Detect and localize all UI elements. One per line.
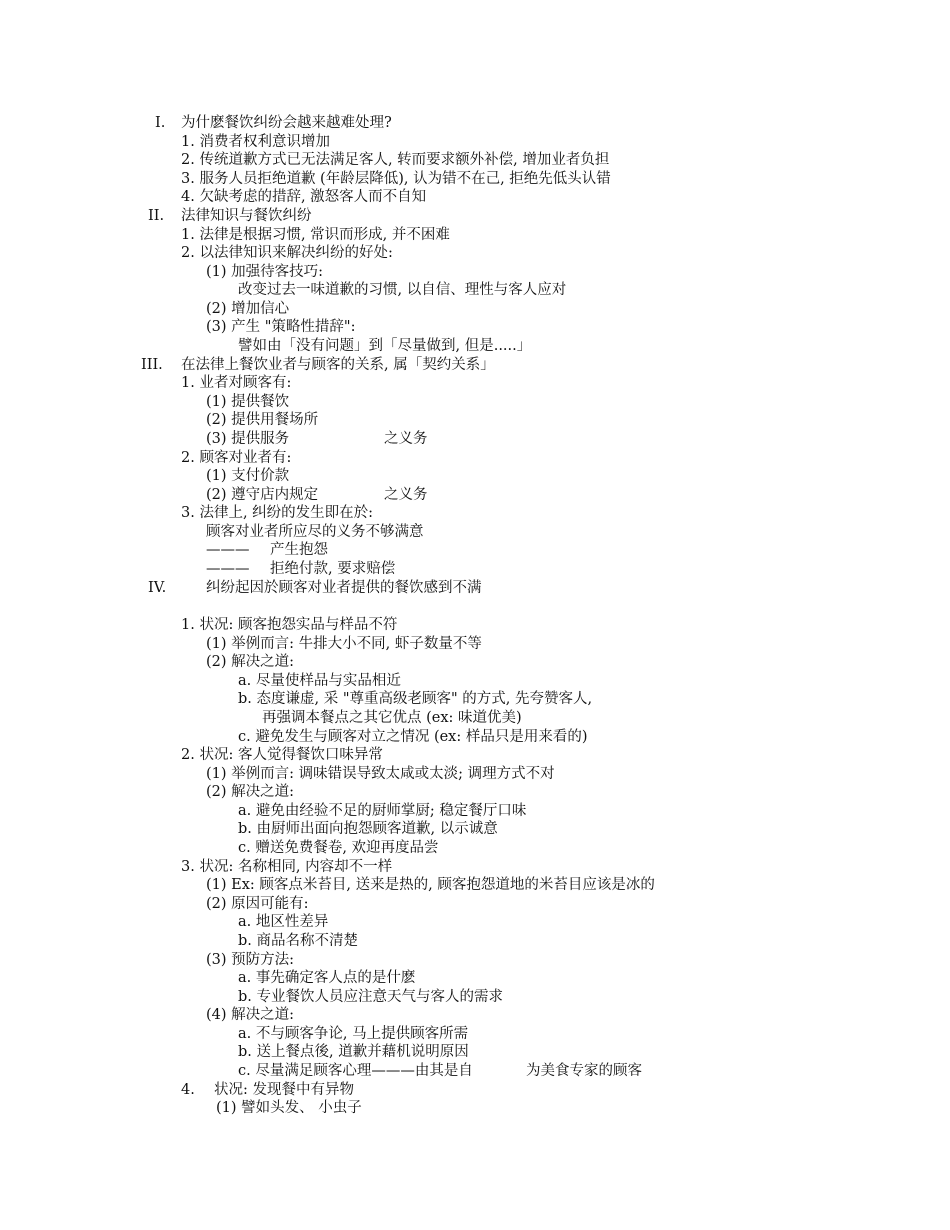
text-line: 2. 以法律知识来解决纠纷的好处: (181, 245, 393, 261)
text-line: 2. 传统道歉方式已无法满足客人, 转而要求额外补偿, 增加业者负担 (181, 152, 610, 168)
text-line: (2) 提供用餐场所 (206, 412, 319, 428)
text-line: c. 尽量满足顾客心理———由其是自 (238, 1063, 473, 1079)
text-line: (1) 举例而言: 调味错误导致太咸或太淡; 调理方式不对 (206, 766, 555, 782)
text-line: (2) 增加信心 (206, 301, 290, 317)
text-line: (4) 解决之道: (206, 1007, 295, 1023)
text-line: 1. 消费者权利意识增加 (181, 134, 330, 150)
text-line: 状况: 发现餐中有异物 (214, 1082, 354, 1098)
text-line: I. (155, 115, 166, 131)
text-line: 2. 状况: 客人觉得餐饮口味异常 (181, 747, 383, 763)
text-line: III. (141, 357, 163, 373)
text-line: (1) 加强待客技巧: (206, 264, 324, 280)
text-line: (3) 提供服务 (206, 431, 290, 447)
text-line: 2. 顾客对业者有: (181, 450, 292, 466)
text-line: ——— (206, 542, 250, 558)
text-line: 譬如由「没有问题」到「尽量做到, 但是.....」 (238, 338, 532, 354)
text-line: (2) 原因可能有: (206, 896, 309, 912)
text-line: (1) 提供餐饮 (206, 394, 290, 410)
text-line: a. 尽量使样品与实品相近 (238, 673, 401, 689)
text-line: ——— (206, 561, 250, 577)
text-line: (3) 产生 "策略性措辞": (206, 319, 356, 335)
text-line: 顾客对业者所应尽的义务不够满意 (206, 524, 424, 540)
text-line: c. 避免发生与顾客对立之情况 (ex: 样品只是用来看的) (238, 729, 588, 745)
text-line: b. 商品名称不清楚 (238, 933, 358, 949)
text-line: a. 不与顾客争论, 马上提供顾客所需 (238, 1026, 469, 1042)
text-line: IV. (148, 580, 167, 596)
text-line: (1) 譬如头发、 小虫子 (216, 1100, 362, 1116)
text-line: 4. (181, 1082, 195, 1098)
text-line: 再强调本餐点之其它优点 (ex: 味道优美) (262, 710, 522, 726)
text-line: 纠纷起因於顾客对业者提供的餐饮感到不满 (206, 580, 482, 596)
text-line: 1. 状况: 顾客抱怨实品与样品不符 (181, 617, 398, 633)
text-line: (2) 解决之道: (206, 654, 295, 670)
text-line: b. 送上餐点後, 道歉并藉机说明原因 (238, 1044, 469, 1060)
text-line: 3. 状况: 名称相同, 内容却不一样 (181, 859, 393, 875)
text-line: 拒绝付款, 要求赔偿 (270, 561, 396, 577)
text-line: 法律知识与餐饮纠纷 (181, 208, 312, 224)
text-line: 之义务 (384, 487, 428, 503)
text-line: (1) Ex: 顾客点米苔目, 送来是热的, 顾客抱怨道地的米苔目应该是冰的 (206, 877, 655, 893)
text-line: b. 专业餐饮人员应注意天气与客人的需求 (238, 989, 503, 1005)
text-line: II. (148, 208, 165, 224)
text-line: (3) 预防方法: (206, 952, 295, 968)
text-line: 之义务 (384, 431, 428, 447)
text-line: c. 赠送免费餐卷, 欢迎再度品尝 (238, 840, 439, 856)
text-line: b. 态度谦虚, 采 "尊重高级老顾客" 的方式, 先夸赞客人, (238, 691, 593, 707)
text-line: a. 避免由经验不足的厨师掌厨; 稳定餐厅口味 (238, 803, 527, 819)
text-line: 产生抱怨 (270, 542, 328, 558)
text-line: 为什麽餐饮纠纷会越来越难处理? (181, 115, 392, 131)
text-line: 1. 法律是根据习惯, 常识而形成, 并不困难 (181, 227, 450, 243)
text-line: a. 地区性差异 (238, 914, 329, 930)
text-line: 在法律上餐饮业者与顾客的关系, 属「契约关系」 (181, 357, 495, 373)
text-line: b. 由厨师出面向抱怨顾客道歉, 以示诚意 (238, 821, 498, 837)
text-line: 为美食专家的顾客 (526, 1063, 642, 1079)
text-line: (1) 举例而言: 牛排大小不同, 虾子数量不等 (206, 636, 482, 652)
text-line: (2) 解决之道: (206, 784, 295, 800)
text-line: 改变过去一味道歉的习惯, 以自信、理性与客人应对 (238, 282, 567, 298)
text-line: 3. 服务人员拒绝道歉 (年龄层降低), 认为错不在己, 拒绝先低头认错 (181, 171, 611, 187)
text-line: 3. 法律上, 纠纷的发生即在於: (181, 505, 374, 521)
text-line: (2) 遵守店内规定 (206, 487, 319, 503)
text-line: a. 事先确定客人点的是什麽 (238, 970, 416, 986)
text-line: 1. 业者对顾客有: (181, 375, 292, 391)
text-line: 4. 欠缺考虑的措辞, 激怒客人而不自知 (181, 189, 427, 205)
text-line: (1) 支付价款 (206, 468, 290, 484)
